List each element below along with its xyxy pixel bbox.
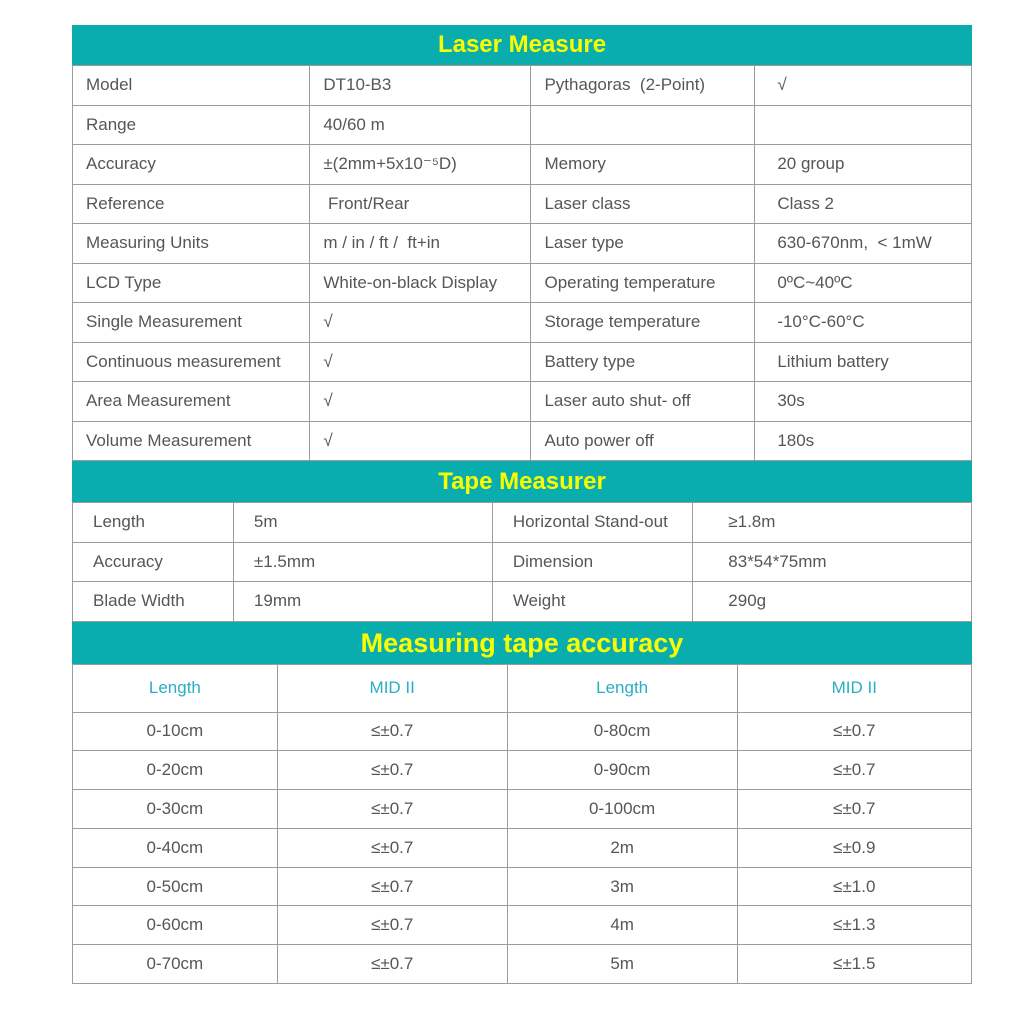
table-row — [73, 828, 972, 867]
spec-label: Horizontal Stand-out — [492, 503, 692, 543]
spec-label: Laser type — [531, 224, 755, 264]
spec-label: Laser class — [531, 184, 755, 224]
table-row — [73, 105, 972, 145]
spec-value: ±(2mm+5x10⁻⁵D) — [310, 145, 531, 185]
table-row — [73, 224, 972, 264]
spec-label: Measuring Units — [73, 224, 310, 264]
spec-value: DT10-B3 — [310, 66, 531, 106]
spec-value: White-on-black Display — [310, 263, 531, 303]
length-cell: 0-100cm — [507, 790, 737, 829]
accuracy-cell: ≤±0.7 — [277, 945, 507, 984]
length-cell: 0-70cm — [73, 945, 278, 984]
spec-value: Front/Rear — [310, 184, 531, 224]
table-row — [73, 303, 972, 343]
length-cell: 0-40cm — [73, 828, 278, 867]
table-row — [73, 145, 972, 185]
spec-label: Range — [73, 105, 310, 145]
length-cell: 0-60cm — [73, 906, 278, 945]
spec-label: Auto power off — [531, 421, 755, 461]
column-header-mid: MID II — [737, 664, 971, 712]
table-row — [73, 542, 972, 582]
column-header-length: Length — [73, 664, 278, 712]
spec-value: 180s — [755, 421, 972, 461]
laser-measure-title-bar — [72, 25, 972, 65]
spec-label: Reference — [73, 184, 310, 224]
spec-value: 30s — [755, 382, 972, 422]
spec-label: Dimension — [492, 542, 692, 582]
spec-value: 5m — [233, 503, 492, 543]
tape-measurer-title-bar — [72, 461, 972, 502]
spec-label: Accuracy — [73, 145, 310, 185]
spec-label: Weight — [492, 582, 692, 622]
accuracy-cell: ≤±0.7 — [277, 828, 507, 867]
spec-value: 0ºC~40ºC — [755, 263, 972, 303]
column-header-length: Length — [507, 664, 737, 712]
spec-label: Accuracy — [73, 542, 234, 582]
spec-value: 20 group — [755, 145, 972, 185]
table-row — [73, 790, 972, 829]
accuracy-cell: ≤±0.7 — [277, 867, 507, 906]
spec-value: √ — [755, 66, 972, 106]
length-cell: 2m — [507, 828, 737, 867]
table-row — [73, 945, 972, 984]
accuracy-cell: ≤±1.0 — [737, 867, 971, 906]
spec-value: Lithium battery — [755, 342, 972, 382]
laser-measure-title: Laser Measure — [437, 31, 607, 58]
spec-label: LCD Type — [73, 263, 310, 303]
spec-label: Continuous measurement — [73, 342, 310, 382]
table-row — [73, 751, 972, 790]
spec-value: 19mm — [233, 582, 492, 622]
accuracy-cell: ≤±0.7 — [277, 751, 507, 790]
table-row — [73, 382, 972, 422]
laser-measure-table — [72, 65, 972, 461]
spec-value: √ — [310, 382, 531, 422]
spec-value: m / in / ft / ft+in — [310, 224, 531, 264]
length-cell: 3m — [507, 867, 737, 906]
spec-label: Storage temperature — [531, 303, 755, 343]
tape-accuracy-table — [72, 664, 972, 985]
spec-label: Volume Measurement — [73, 421, 310, 461]
table-row — [73, 867, 972, 906]
accuracy-cell: ≤±1.3 — [737, 906, 971, 945]
spec-label — [531, 105, 755, 145]
length-cell: 0-50cm — [73, 867, 278, 906]
tape-measurer-title: Tape Measurer — [438, 468, 606, 495]
spec-value: √ — [310, 303, 531, 343]
tape-accuracy-title-bar — [72, 622, 972, 664]
accuracy-cell: ≤±0.9 — [737, 828, 971, 867]
spec-value: 630-670nm, < 1mW — [755, 224, 972, 264]
length-cell: 4m — [507, 906, 737, 945]
spec-value: ±1.5mm — [233, 542, 492, 582]
accuracy-cell: ≤±0.7 — [737, 712, 971, 751]
tape-accuracy-title: Measuring tape accuracy — [360, 627, 684, 658]
spec-value — [755, 105, 972, 145]
spec-label: Memory — [531, 145, 755, 185]
spec-value: Class 2 — [755, 184, 972, 224]
table-row — [73, 503, 972, 543]
spec-value: -10°C-60°C — [755, 303, 972, 343]
spec-value: 290g — [693, 582, 972, 622]
table-row — [73, 712, 972, 751]
length-cell: 0-20cm — [73, 751, 278, 790]
spec-value: √ — [310, 342, 531, 382]
length-cell: 0-30cm — [73, 790, 278, 829]
length-cell: 0-90cm — [507, 751, 737, 790]
spec-value: 83*54*75mm — [693, 542, 972, 582]
spec-label: Model — [73, 66, 310, 106]
table-row — [73, 342, 972, 382]
accuracy-cell: ≤±0.7 — [277, 906, 507, 945]
spec-label: Blade Width — [73, 582, 234, 622]
table-row — [73, 906, 972, 945]
table-row — [73, 582, 972, 622]
accuracy-cell: ≤±0.7 — [277, 712, 507, 751]
spec-label: Area Measurement — [73, 382, 310, 422]
accuracy-cell: ≤±1.5 — [737, 945, 971, 984]
length-cell: 0-10cm — [73, 712, 278, 751]
spec-label: Length — [73, 503, 234, 543]
table-header-row — [73, 664, 972, 712]
spec-label: Operating temperature — [531, 263, 755, 303]
column-header-mid: MID II — [277, 664, 507, 712]
tape-measurer-table — [72, 502, 972, 622]
spec-value: 40/60 m — [310, 105, 531, 145]
table-row — [73, 263, 972, 303]
spec-value: √ — [310, 421, 531, 461]
table-row — [73, 421, 972, 461]
accuracy-cell: ≤±0.7 — [277, 790, 507, 829]
table-row — [73, 66, 972, 106]
accuracy-cell: ≤±0.7 — [737, 790, 971, 829]
spec-label: Battery type — [531, 342, 755, 382]
spec-label: Single Measurement — [73, 303, 310, 343]
tables-stack — [72, 25, 972, 984]
length-cell: 5m — [507, 945, 737, 984]
table-row — [73, 184, 972, 224]
accuracy-cell: ≤±0.7 — [737, 751, 971, 790]
length-cell: 0-80cm — [507, 712, 737, 751]
spec-label: Laser auto shut- off — [531, 382, 755, 422]
spec-value: ≥1.8m — [693, 503, 972, 543]
spec-label: Pythagoras (2-Point) — [531, 66, 755, 106]
